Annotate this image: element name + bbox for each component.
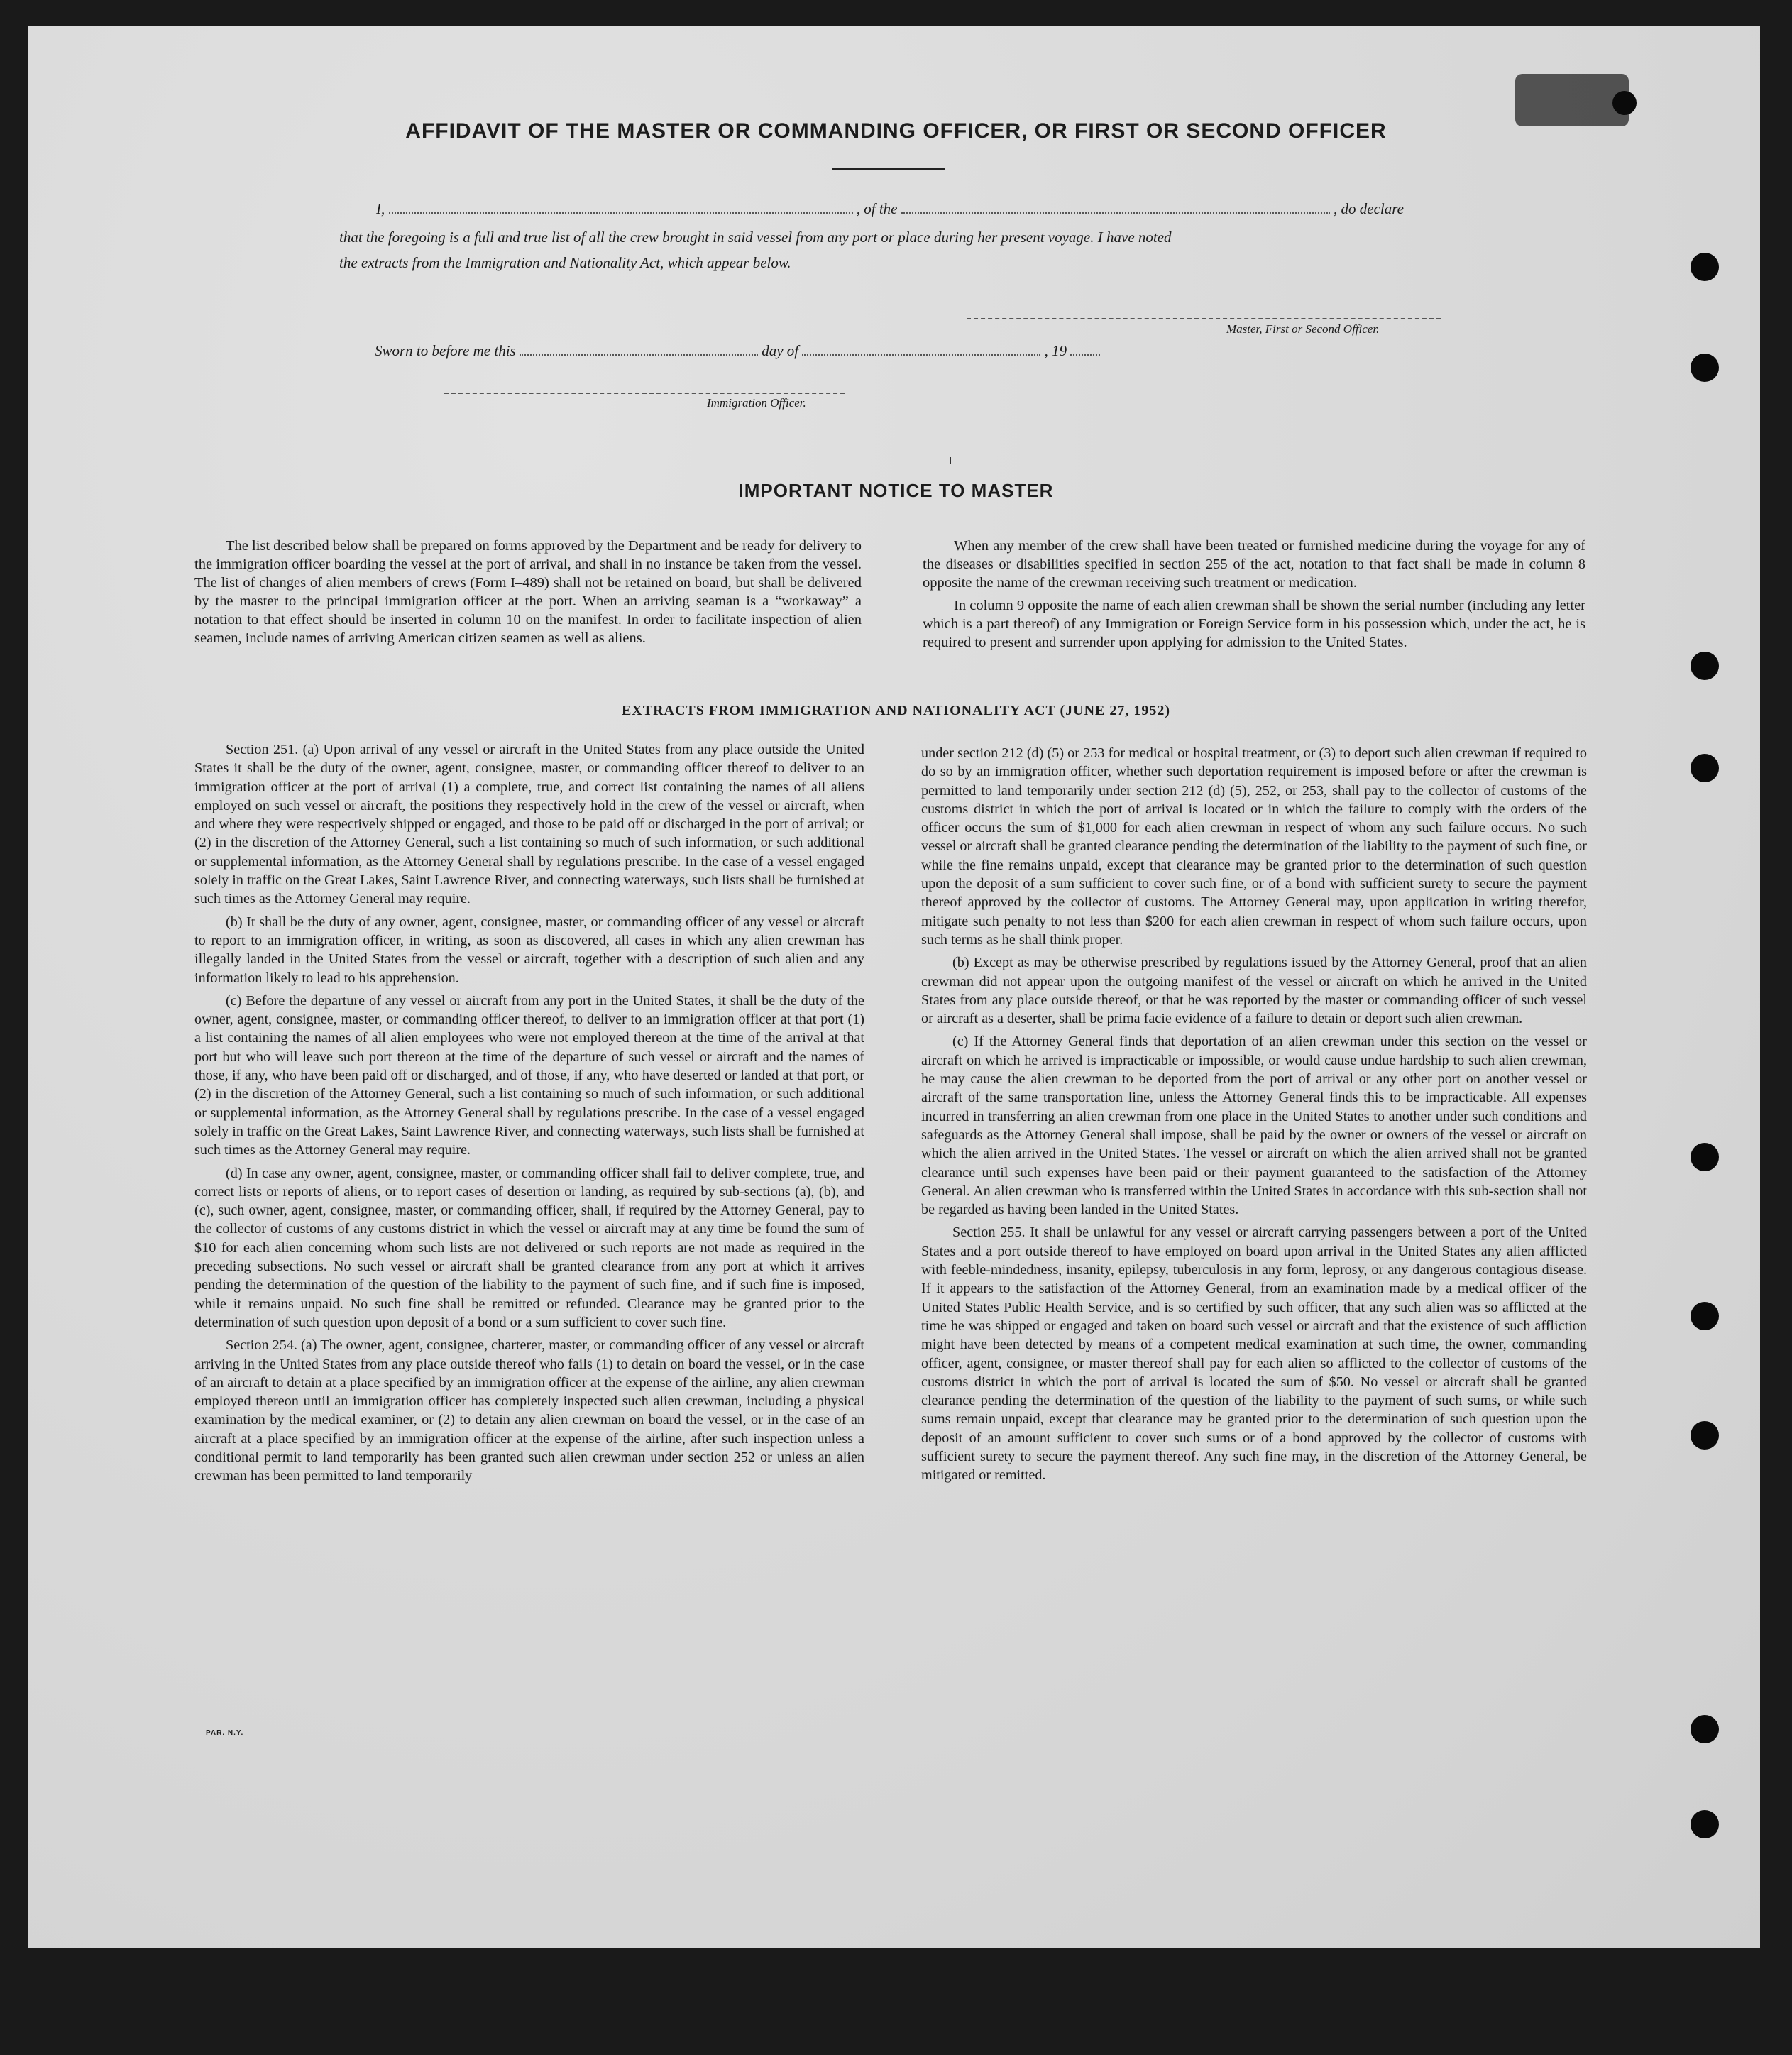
sworn-fill-line [375,342,1100,360]
punch-hole [1691,1302,1719,1330]
notice-right-column [923,537,1585,656]
officer-signature-line[interactable] [444,393,845,394]
extracts-right-column [921,744,1587,1489]
sworn-day-blank[interactable] [520,354,758,356]
declaration-line-2: the extracts from the Immigration and Nationality Act, which appear below. [339,254,791,271]
stamp-mark [1515,74,1629,126]
section-paragraph: under section 212 (d) (5) or 253 for medical or hospital treatment, or (3) to deport such alien crewman if required to do so by an immigration officer, whether such deportation requirement is imposed before or after the crewman is permitted to land temporarily under section 212 (d) (5), 252, or 253, shall pay to the collector of customs of the customs district in which the port of arrival is located or in which the failure to comply with the orders of the officer occurs the sum of $1,000 for each alien crewman in respect of whom any such failure occurs. No such vessel or aircraft shall be granted clearance pending the determination of the liability to the payment of such fine, or while the fine remains unpaid, except that clearance may be granted prior to the determination of such question upon the deposit of a sum sufficient to cover such fine, or of a bond with sufficient surety to secure the payment thereof approved by the collector of customs. The Attorney General may, upon application in writing therefor, mitigate such penalty to not less than $200 for each alien crewman in respect of whom such failure occurs, upon such terms as he shall think proper. [921,745,1587,948]
section-paragraph: (c) Before the departure of any vessel or aircraft from any port in the United States, it shall be the duty of the owner, agent, consignee, master, or commanding officer thereof, to deliver to an immigration officer at that port (1) a list containing the names of all alien employees who were not employed thereon at the time of the arrival at that port but who will leave such port thereon at the time of the departure of such vessel or aircraft and the names of those, if any, who have been paid off or discharged, and of those, if any, who have deserted or landed at that port, or (2) in the discretion of the Attorney General, such a list containing so much of such information, or such additional or supplemental information, as the Attorney General shall by regulations prescribe. In the case of a vessel engaged solely in traffic on the Great Lakes, Saint Lawrence River, and connecting waterways, such lists shall be furnished at such times as the Attorney General may require. [194,992,864,1158]
punch-hole [1691,1810,1719,1838]
officer-signature-caption: Immigration Officer. [707,396,806,410]
punch-hole [1612,91,1637,115]
printer-mark: PAR. N.Y. [206,1729,244,1737]
year-label: , 19 [1044,342,1067,359]
bleed-through-text [419,50,434,77]
section-paragraph: Section 251. (a) Upon arrival of any vessel or aircraft in the United States from any place outside the United States it shall be the duty of the owner, agent, consignee, master, or commanding officer thereof to deliver to an immigration officer at the port of arrival (1) a complete, true, and correct list containing the names of all aliens employed on such vessel or aircraft, the positions they respectively hold in the crew of the vessel or aircraft, when and where they were respectively shipped or engaged, and those to be paid off or discharged in the port of arrival; or (2) in the discretion of the Attorney General, such a list containing so much of such information, or such additional or supplemental information, as the Attorney General shall by regulations prescribe. In the case of a vessel engaged solely in traffic on the Great Lakes, Saint Lawrence River, and connecting waterways, such lists shall be furnished at such times as the Attorney General may require. [194,742,864,907]
sworn-year-blank[interactable] [1070,354,1100,356]
i-label: I, [376,200,385,217]
sworn-label: Sworn to before me this [375,342,516,359]
tick-mark [950,457,951,464]
notice-paragraph: When any member of the crew shall have been treated or furnished medicine during the voyage for any of the diseases or disabilities specified in section 255 of the act, notation to that fact shall be made in column 8 opposite the name of the crewman receiving such treatment or medication. [923,538,1585,591]
section-paragraph: Section 254. (a) The owner, agent, consignee, charterer, master, or commanding officer of any vessel or aircraft arriving in the United States from any place outside thereof who fails (1) to detain on board the vessel, or in the case of an aircraft to detain at a place specified by an immigration officer at the expense of the airline, any alien crewman employed thereon until an immigration officer has completely inspected such alien crewman, including a physical examination by the medical examiner, or (2) to detain any alien crewman on board the vessel, or in the case of an aircraft at a place specified by an immigration officer at the expense of the airline, after such inspection unless a conditional permit to land temporarily has been granted such alien crewman under section 252 or unless an alien crewman has been permitted to land temporarily [194,1337,864,1484]
punch-hole [1691,253,1719,281]
section-paragraph: (b) It shall be the duty of any owner, agent, consignee, master, or commanding officer of any vessel or aircraft to report to an immigration officer, in writing, as soon as discovered, all cases in which any alien crewman has illegally landed in the United States from the vessel or aircraft, together with a description of such alien and any information likely to lead to his apprehension. [194,914,864,986]
punch-hole [1691,1715,1719,1743]
declaration-line-1: that the foregoing is a full and true list of all the crew brought in said vessel from any port or place during her present voyage. I have noted [339,229,1172,246]
day-of-label: day of [762,342,799,359]
notice-title: IMPORTANT NOTICE TO MASTER [738,480,1054,501]
punch-hole [1691,754,1719,782]
punch-hole [1691,652,1719,680]
section-paragraph: (c) If the Attorney General finds that deportation of an alien crewman under this section on the vessel or aircraft on which he arrived is impracticable or impossible, or would cause undue hardship to such alien crewman, he may cause the alien crewman to be deported from the port of arrival or any other port on another vessel or aircraft of the same transportation line, unless the Attorney General finds this to be impracticable. All expenses incurred in transferring an alien crewman from one place in the United States to another under such conditions and safeguards as the Attorney General shall impose, shall be paid by the owner or owners of the vessel or aircraft on which the alien arrived in the United States. The vessel or aircraft on which the alien arrived shall not be granted clearance until such expenses have been paid or their payment guaranteed to the satisfaction of the Attorney General. An alien crewman who is transferred within the United States in accordance with this sub-section shall not be regarded as having been landed in the United States. [921,1034,1587,1218]
name-blank[interactable] [389,212,853,214]
master-signature-caption: Master, First or Second Officer. [1226,322,1380,336]
punch-hole [1691,1143,1719,1171]
section-paragraph: Section 255. It shall be unlawful for any vessel or aircraft carrying passengers between a port of the United States and a port outside thereof to have employed on board upon arrival in the United States any alien afflicted with feeble-mindedness, insanity, epilepsy, tuberculosis in any form, leprosy, or any dangerous contagious disease. If it appears to the satisfaction of the Attorney General, from an examination made by a medical officer of the United States Public Health Service, and is so certified by such officer, that any such alien was so afflicted at the time he was shipped or engaged and taken on board such vessel or aircraft and that the existence of such affliction might have been detected by means of a competent medical examination at such time, the owner, commanding officer, agent, consignee, or master thereof shall pay for each alien so afflicted to the collector of customs of the customs district in which the port of arrival is located the sum of $50. No vessel or aircraft shall be granted clearance pending the determination of the question of the liability to the payment of such sums, or while such sums remain unpaid, except that clearance may be granted prior to the determination of such question upon the deposit of an amount sufficient to cover such sums or of a bond approved by the collector of customs with sufficient surety to secure the payment thereof. Any such fine may, in the discretion of the Attorney General, be mitigated or remitted. [921,1224,1587,1484]
notice-left-column [194,537,862,652]
extracts-left-column [194,740,864,1490]
notice-paragraph: In column 9 opposite the name of each alien crewman shall be shown the serial number (including any letter which is a part thereof) of any Immigration or Foreign Service form in his possession which, under the act, he is required to present and surrender upon applying for admission to the United States. [923,598,1585,650]
declaration-fill-line [376,200,1404,218]
title-underline [832,168,945,170]
vessel-blank[interactable] [901,212,1330,214]
extracts-title: EXTRACTS FROM IMMIGRATION AND NATIONALITY ACT (JUNE 27, 1952) [621,703,1171,718]
do-declare-label: , do declare [1334,200,1404,217]
punch-hole [1691,354,1719,382]
master-signature-line[interactable] [967,318,1441,319]
of-the-label: , of the [856,200,898,217]
sworn-month-blank[interactable] [802,354,1040,356]
section-paragraph: (b) Except as may be otherwise prescribed by regulations issued by the Attorney General, proof that an alien crewman did not appear upon the outgoing manifest of the vessel or aircraft on which he arrived in the United States from any place outside thereof, or that he was reported by the master or commanding officer of such vessel or aircraft as a deserter, shall be prima facie evidence of a failure to detain or deport such alien crewman. [921,955,1587,1027]
affidavit-title: AFFIDAVIT OF THE MASTER OR COMMANDING OFFICER, OR FIRST OR SECOND OFFICER [405,119,1387,143]
punch-hole [1691,1421,1719,1450]
notice-paragraph: The list described below shall be prepared on forms approved by the Department and be ready for delivery to the immigration officer boarding the vessel at the port of arrival, and shall in no instance be taken from the vessel. The list of changes of alien members of crews (Form I–489) shall not be retained on board, but shall be delivered by the master to the principal immigration officer at the port. When an arriving seaman is a “workaway” a notation to that effect should be inserted in column 10 on the manifest. In order to facilitate inspection of alien seamen, include names of arriving American citizen seamen as well as aliens. [194,538,862,646]
section-paragraph: (d) In case any owner, agent, consignee, master, or commanding officer shall fail to deliver complete, true, and correct lists or reports of aliens, or to report cases of desertion or landing, as required by sub-sections (a), (b), and (c), such owner, agent, consignee, master, or commanding officer, shall, if required by the Attorney General, pay to the collector of customs of any customs district in which the vessel or aircraft may at any time be found the sum of $10 for each alien concerning whom such lists are not delivered or such reports are not made as required in the preceding subsections. No such vessel or aircraft shall be granted clearance from any port at which it arrives pending the determination of the question of the liability to the payment of such fine, and if such fine is imposed, while it remains unpaid. No such fine shall be remitted or refunded. Clearance may be granted prior to the determination of such question upon deposit of a bond or a sum sufficient to cover such fine. [194,1165,864,1330]
